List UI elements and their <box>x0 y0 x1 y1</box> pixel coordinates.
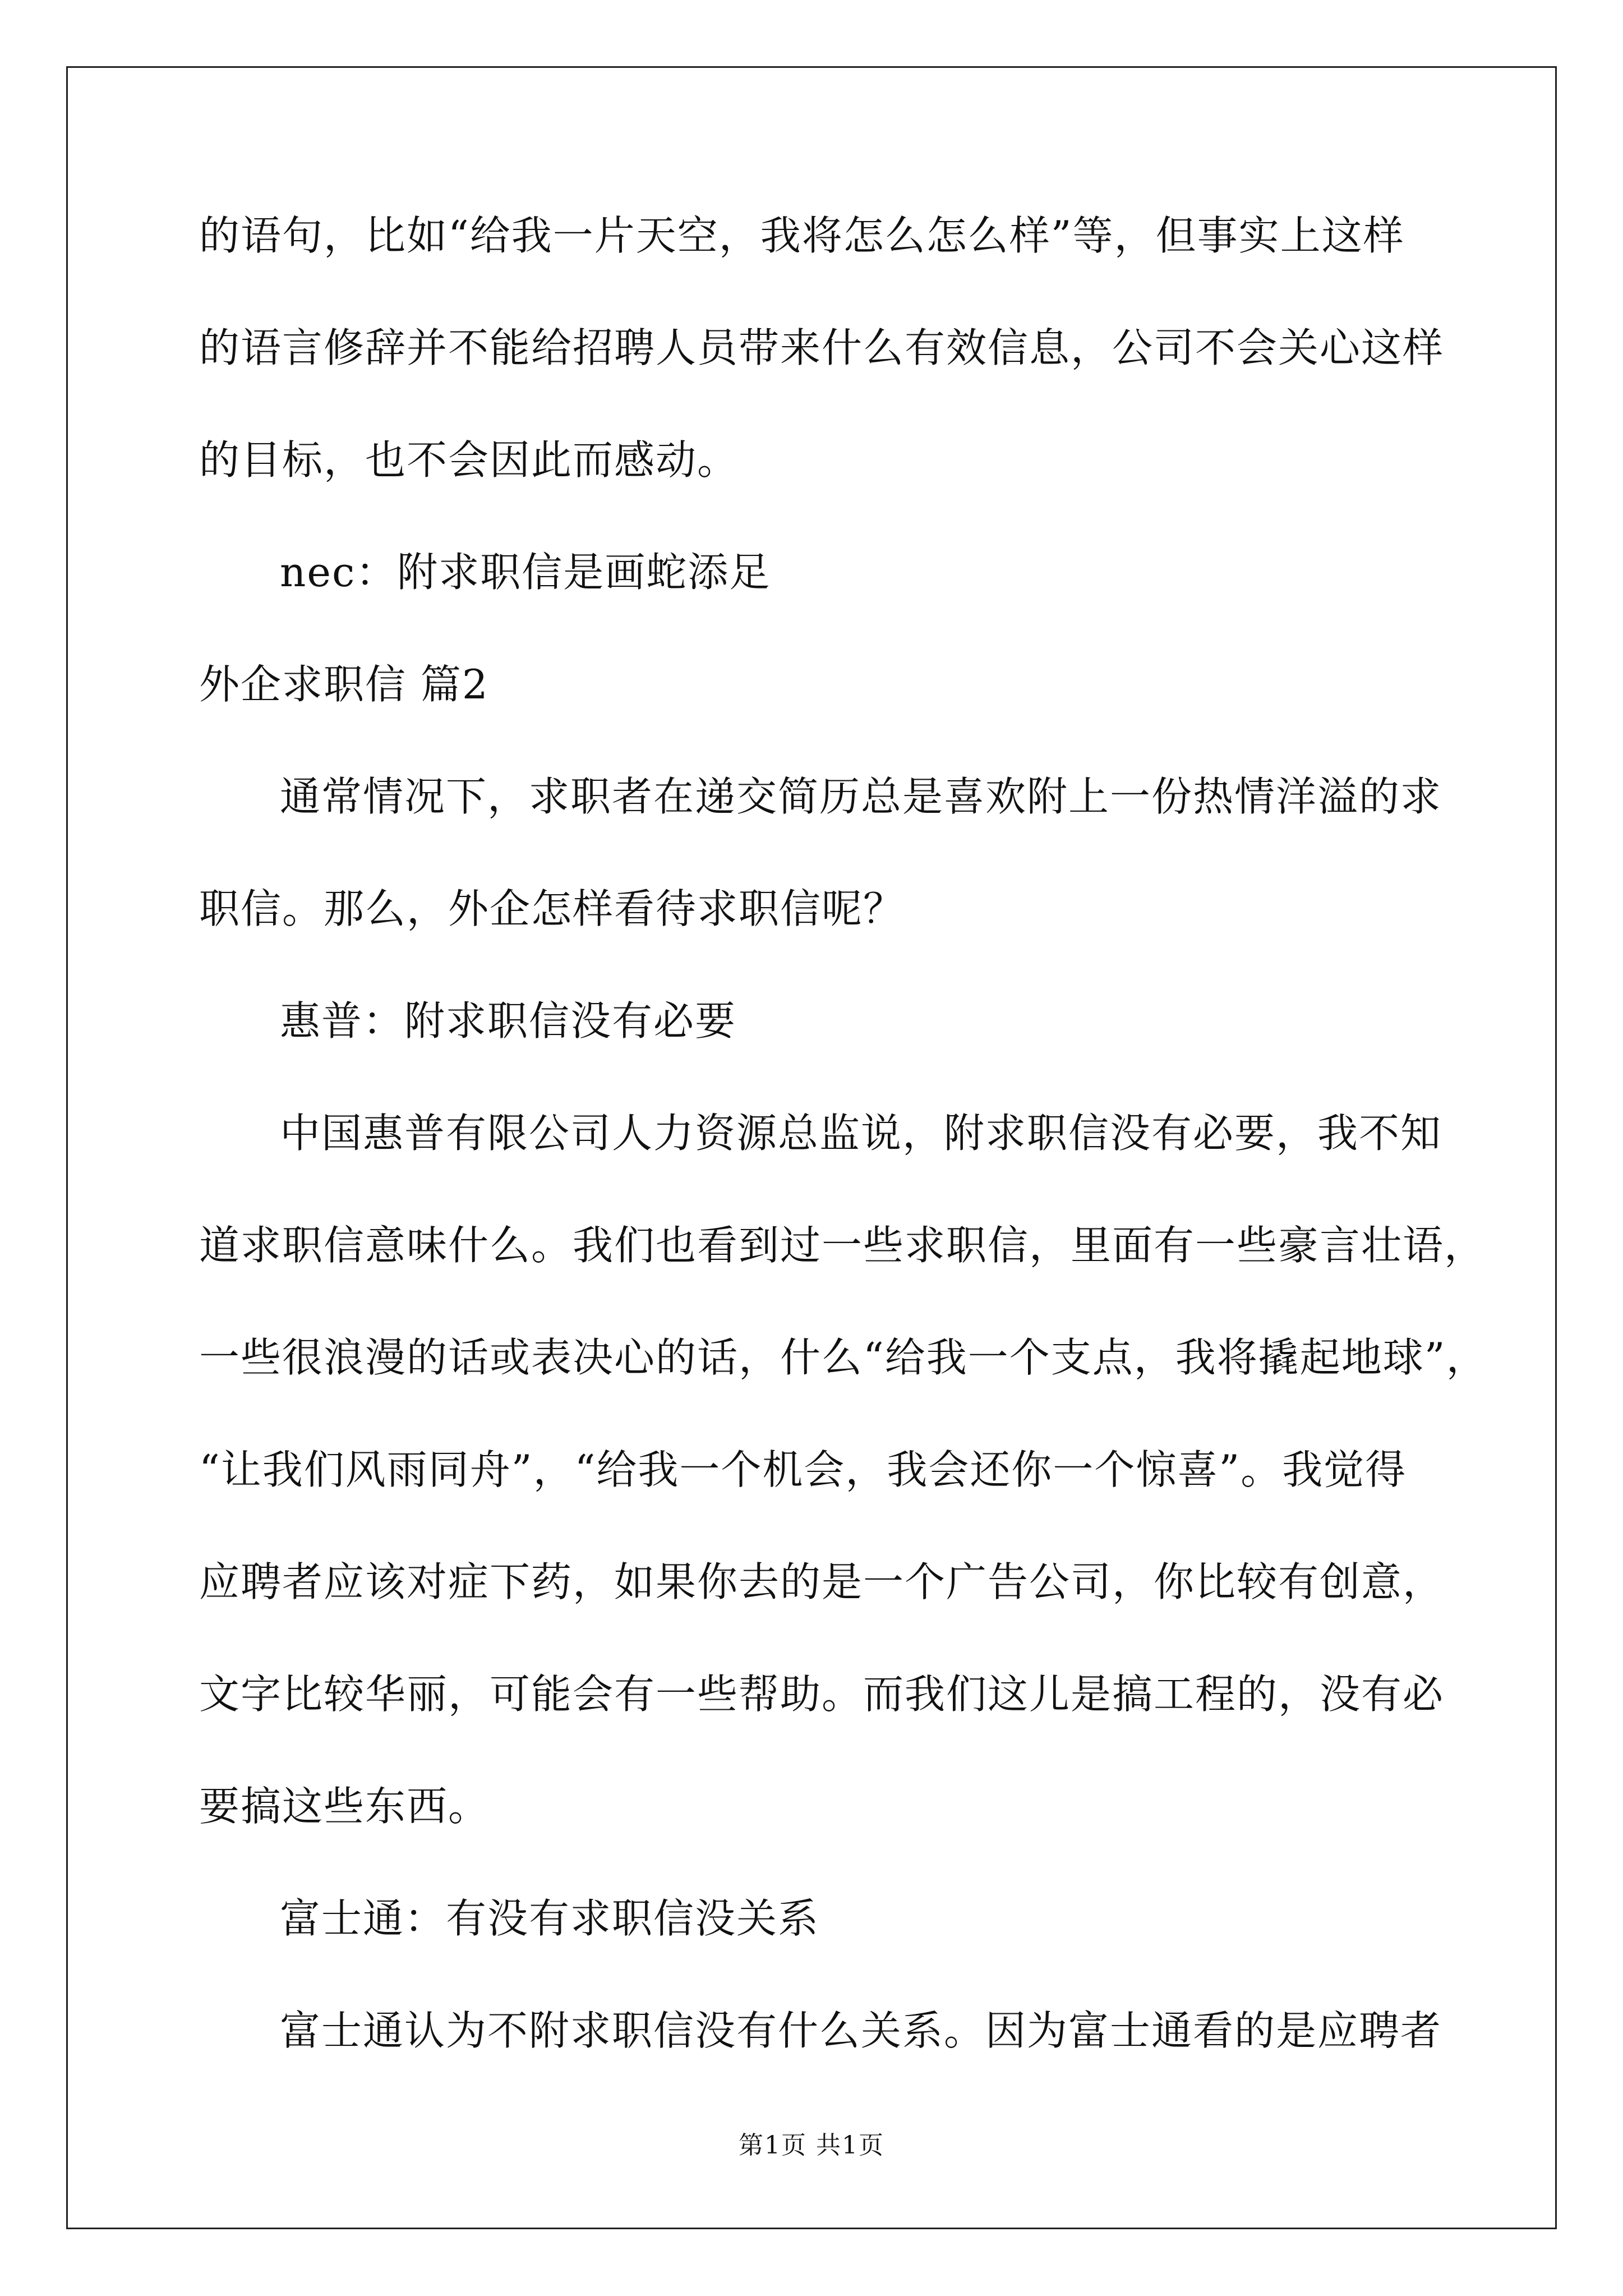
body-line-2: 的语言修辞并不能给招聘人员带来什么有效信息，公司不会关心这样 <box>199 324 1445 371</box>
section-heading-nec: nec：附求职信是画蛇添足 <box>280 549 771 596</box>
section-heading-fujitsu: 富士通：有没有求职信没关系 <box>280 1895 820 1942</box>
body-line-6: 通常情况下，求职者在递交简历总是喜欢附上一份热情洋溢的求 <box>280 773 1442 820</box>
body-line-14: 文字比较华丽，可能会有一些帮助。而我们这儿是搞工程的，没有必 <box>199 1671 1445 1718</box>
body-line-15: 要搞这些东西。 <box>199 1783 490 1830</box>
body-line-3: 的目标，也不会因此而感动。 <box>199 436 739 484</box>
body-line-1: 的语句，比如“给我一片天空，我将怎么怎么样”等，但事实上这样 <box>199 212 1405 259</box>
body-line-13: 应聘者应该对症下药，如果你去的是一个广告公司，你比较有创意， <box>199 1558 1445 1605</box>
article-title: 外企求职信 篇2 <box>199 661 489 708</box>
body-line-17: 富士通认为不附求职信没有什么关系。因为富士通看的是应聘者 <box>280 2007 1442 2054</box>
body-line-9: 中国惠普有限公司人力资源总监说，附求职信没有必要，我不知 <box>280 1110 1442 1157</box>
body-line-10: 道求职信意味什么。我们也看到过一些求职信，里面有一些豪言壮语， <box>199 1222 1486 1269</box>
section-heading-hp: 惠普：附求职信没有必要 <box>280 997 737 1045</box>
body-line-11: 一些很浪漫的话或表决心的话，什么“给我一个支点，我将撬起地球”， <box>199 1334 1488 1381</box>
page-footer: 第1页 共1页 <box>739 2131 884 2160</box>
body-line-7: 职信。那么，外企怎样看待求职信呢？ <box>199 885 905 932</box>
body-line-12: “让我们风雨同舟”，“给我一个机会，我会还你一个惊喜”。我觉得 <box>199 1446 1407 1493</box>
